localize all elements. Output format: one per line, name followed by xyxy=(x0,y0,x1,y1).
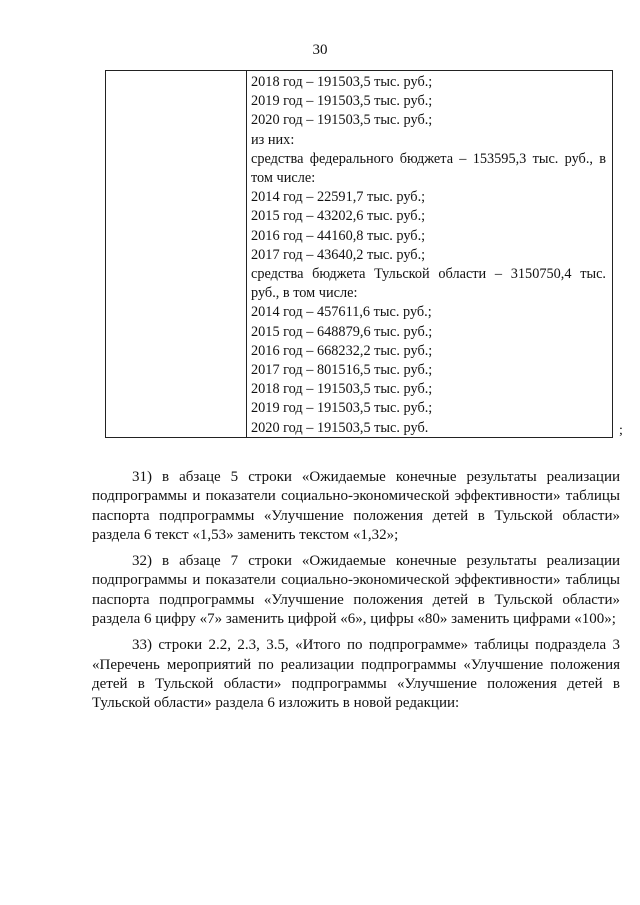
budget-table xyxy=(105,70,613,438)
table-line: 2014 год – 457611,6 тыс. руб.; xyxy=(251,304,432,321)
table-line: 2019 год – 191503,5 тыс. руб.; xyxy=(251,93,433,110)
table-right-cell xyxy=(247,71,612,438)
body-text xyxy=(92,468,620,721)
table-line: 2017 год – 43640,2 тыс. руб.; xyxy=(251,246,426,263)
table-line: 2020 год – 191503,5 тыс. руб. xyxy=(251,419,429,436)
table-end-semicolon: ; xyxy=(619,423,623,438)
table-line: 2014 год – 22591,7 тыс. руб.; xyxy=(251,189,426,206)
table-line: 2017 год – 801516,5 тыс. руб.; xyxy=(251,362,433,379)
table-line: средства федерального бюджета – 153595,3 тыс. руб., в том числе: xyxy=(251,150,606,187)
table-line: 2016 год – 668232,2 тыс. руб.; xyxy=(251,342,433,359)
table-line: 2020 год – 191503,5 тыс. руб.; xyxy=(251,112,433,129)
table-line: из них: xyxy=(251,131,295,148)
paragraph-31: 31) в абзаце 5 строки «Ожидаемые конечные результаты реализации подпрограммы и показатели социально-экономической эффективности» таблицы паспорта подпрограммы «Улучшение положения детей в Тульской области» раздела 6 текст «1,53» заменить текстом «1,32»; xyxy=(92,469,620,543)
page-number: 30 xyxy=(312,42,328,58)
table-line: средства бюджета Тульской области – 3150750,4 тыс. руб., в том числе: xyxy=(251,266,606,302)
table-line: 2015 год – 43202,6 тыс. руб.; xyxy=(251,208,426,225)
paragraph-33: 33) строки 2.2, 2.3, 3.5, «Итого по подпрограмме» таблицы подраздела 3 «Перечень мероприятий по реализации подпрограммы «Улучшение положения детей в Тульской области» подпрограммы «Улучшение положения детей в Тульской области» раздела 6 изложить в новой редакции: xyxy=(92,637,620,712)
table-line: 2019 год – 191503,5 тыс. руб.; xyxy=(251,400,433,417)
table-line: 2018 год – 191503,5 тыс. руб.; xyxy=(251,74,433,90)
table-line: 2016 год – 44160,8 тыс. руб.; xyxy=(251,227,426,244)
table-left-cell xyxy=(106,71,247,437)
paragraph-32: 32) в абзаце 7 строки «Ожидаемые конечные результаты реализации подпрограммы и показатели социально-экономической эффективности» таблицы паспорта подпрограммы «Улучшение положения детей в Тульской области» раздела 6 цифру «7» заменить цифрой «6», цифры «80» заменить цифрами «100»; xyxy=(92,553,620,628)
table-line: 2015 год – 648879,6 тыс. руб.; xyxy=(251,323,433,340)
table-line: 2018 год – 191503,5 тыс. руб.; xyxy=(251,381,433,398)
